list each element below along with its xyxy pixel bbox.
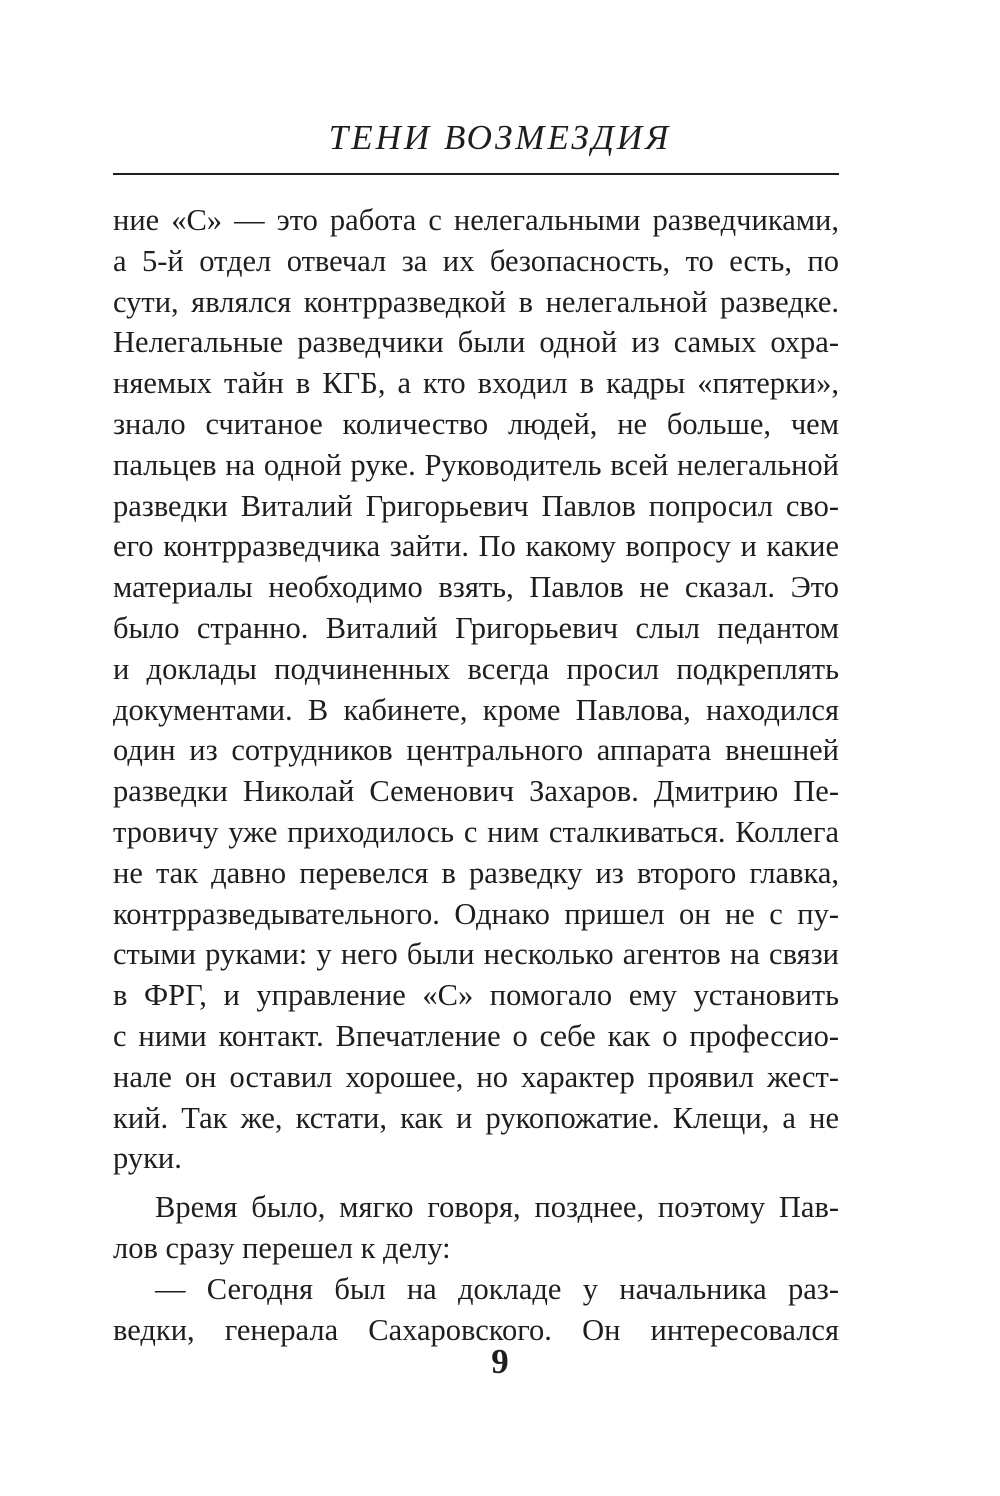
text-line: знало считаное количество людей, не больше, чем [113,406,839,441]
text-line: — Сегодня был на докладе у начальника раз- [155,1271,839,1306]
text-line: было странно. Виталий Григорьевич слыл педантом [113,610,839,645]
page-number: 9 [491,1342,509,1381]
text-line: один из сотрудников центрального аппарата внешней [113,733,839,768]
paragraph-gap [113,1179,839,1187]
paragraph [113,200,839,1179]
text-line: пальцев на одной руке. Руководитель всей нелегальной [113,447,839,482]
text-line: разведки Виталий Григорьевич Павлов попросил сво- [113,488,839,523]
text-line: Нелегальные разведчики были одной из самых охра- [113,325,839,360]
text-line: с ними контакт. Впечатление о себе как о профессио- [113,1018,839,1053]
text-line: ние «С» — это работа с нелегальными разведчиками, [113,203,839,237]
text-line: в ФРГ, и управление «С» помогало ему установить [113,978,839,1013]
text-line: контрразведывательного. Однако пришел он не с пу- [113,896,839,931]
text-line: кий. Так же, кстати, как и рукопожатие. Клещи, а не [113,1100,839,1135]
text-line: а 5-й отдел отвечал за их безопасность, то есть, по [113,243,839,278]
text-line: няемых тайн в КГБ, а кто входил в кадры «пятерки», [113,366,839,401]
text-line: ведки, генерала Сахаровского. Он интересовался [113,1312,839,1347]
header-rule [113,173,839,175]
text-line: его контрразведчика зайти. По какому вопросу и какие [113,529,839,564]
body-text [113,200,839,1350]
text-line: стыми руками: у него были несколько агентов на связи [113,937,839,972]
paragraph [113,1269,839,1351]
paragraph [113,1187,839,1269]
text-line: руки. [113,1141,182,1176]
text-line: материалы необходимо взять, Павлов не сказал. Это [113,570,839,605]
text-line: не так давно перевелся в разведку из второго главка, [113,855,839,890]
text-line: тровичу уже приходилось с ним сталкиваться. Коллега [113,814,839,849]
text-line: и доклады подчиненных всегда просил подкреплять [113,651,839,686]
text-line: сути, являлся контрразведкой в нелегальной разведке. [113,284,839,319]
running-head: ТЕНИ ВОЗМЕЗДИЯ [328,118,672,157]
text-line: разведки Николай Семенович Захаров. Дмитрию Пе- [113,774,839,809]
text-line: Время было, мягко говоря, позднее, поэтому Пав- [155,1190,839,1225]
text-line: нале он оставил хорошее, но характер проявил жест- [113,1059,839,1094]
text-line: лов сразу перешел к делу: [113,1230,451,1265]
text-line: документами. В кабинете, кроме Павлова, находился [113,692,839,727]
